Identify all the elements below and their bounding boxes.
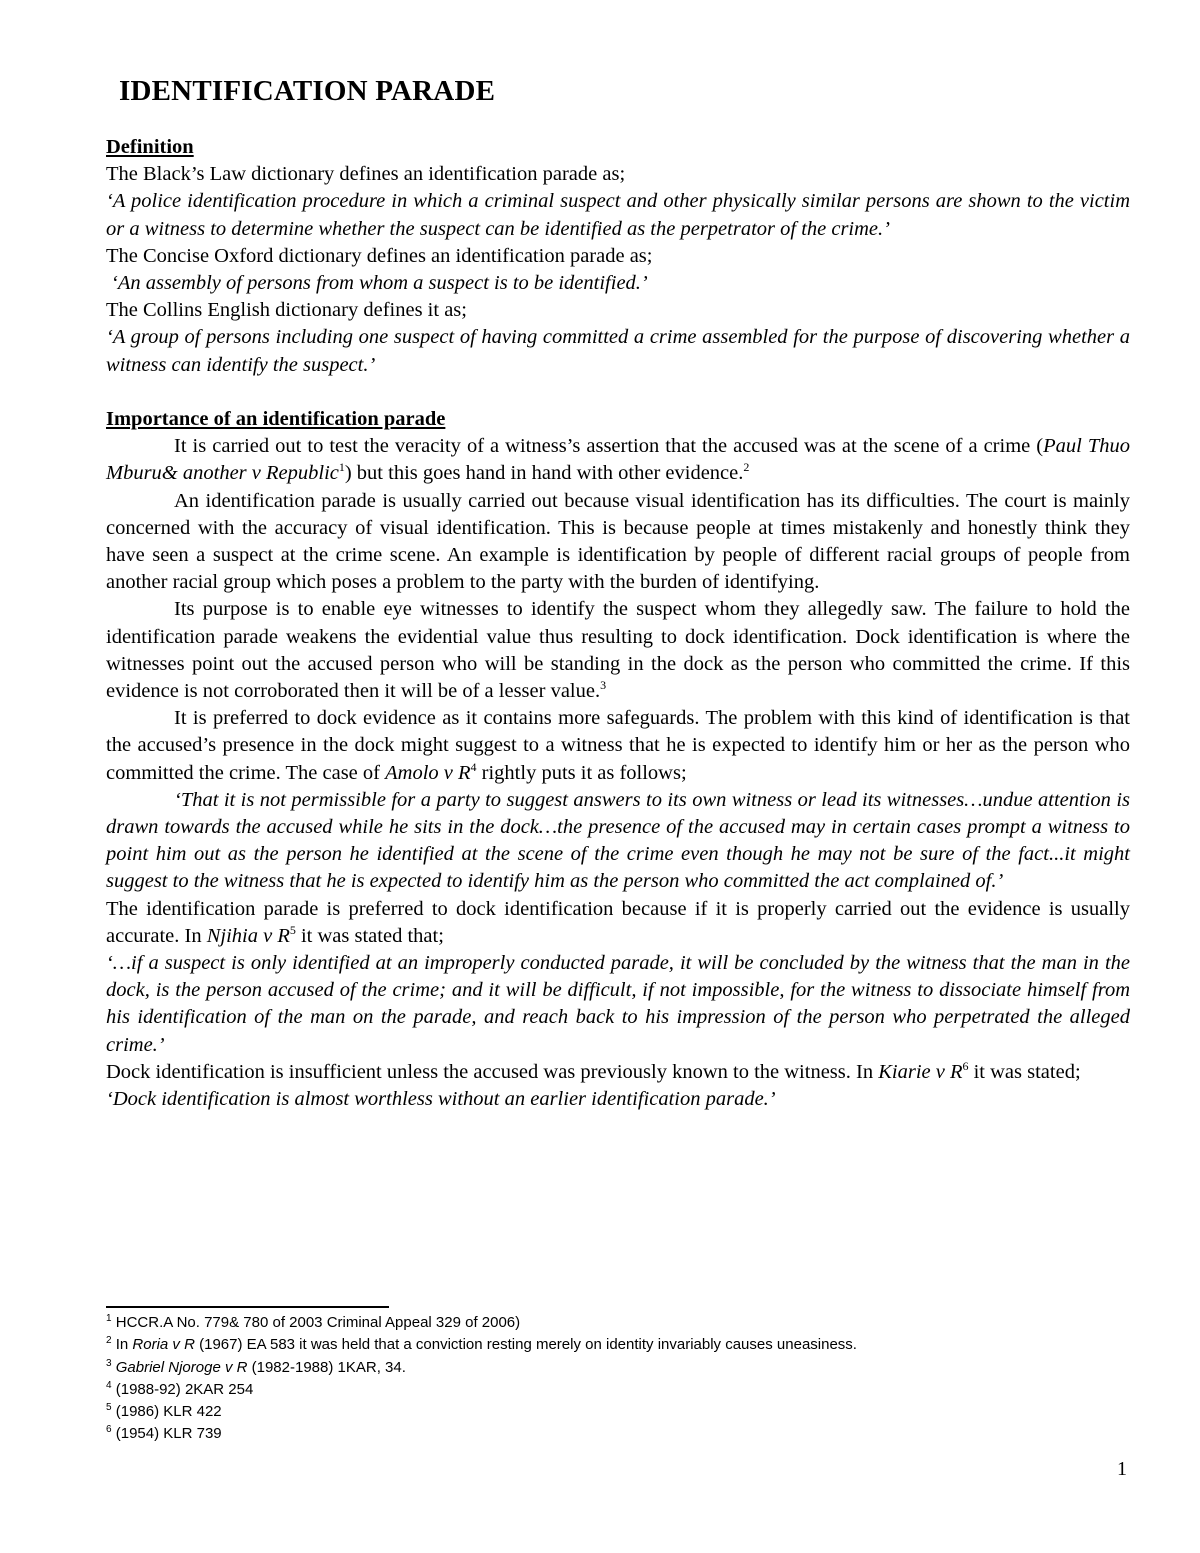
footnote-ref[interactable]: 6: [962, 1059, 969, 1074]
definition-heading: Definition: [106, 136, 194, 158]
kiarie-quote: ‘Dock identification is almost worthless without an earlier identification parade.’: [106, 1088, 776, 1111]
footnote-ref[interactable]: 5: [289, 923, 296, 938]
spacer: [106, 379, 1130, 406]
footnote-ref[interactable]: 3: [600, 678, 607, 693]
oxford-intro: The Concise Oxford dictionary defines an identification parade as;: [106, 244, 653, 267]
footnote-item: $^5$ (1986) KLR 422: [106, 1402, 222, 1421]
footnote-item: $^3$ Gabriel Njoroge v R (1982-1988) 1KAR, 34.: [106, 1357, 406, 1376]
collins-quote: ‘A group of persons including one suspect of having committed a crime assembled for the purpose of discovering whether a witness can identify the suspect.’: [106, 326, 1130, 376]
footnote-item: $^1$ HCCR.A No. 779& 780 of 2003 Criminal Appeal 329 of 2006): [106, 1313, 521, 1331]
case-citation: Njihia v R: [206, 924, 290, 947]
page-number: 1: [1117, 1458, 1127, 1480]
blacks-quote: ‘A police identification procedure in which a criminal suspect and other physically similar persons are shown to the victim or a witness to determine whether the suspect can be identified as the perpetrator of the crime.’: [106, 190, 1130, 240]
importance-paragraph-3: Its purpose is to enable eye witnesses to identify the suspect whom they allegedly saw. The failure to hold the identification parade weakens the evidential value thus resulting to dock identification. Dock identification is where the witnesses point out the accused person who will be standing in the dock as the person who committed the crime. If this evidence is not corroborated then it will be of a lesser value.$^3$: [106, 598, 1130, 703]
importance-paragraph-1: It is carried out to test the veracity of a witness’s assertion that the accused was at the scene of a crime (Paul Thuo Mburu& another v Republic$^1$) but this goes hand in hand with other evidence.$^2$: [106, 435, 1130, 485]
document-body: [106, 134, 1130, 1113]
importance-paragraph-2: An identification parade is usually carried out because visual identification has its difficulties. The court is mainly concerned with the accuracy of visual identification. This is because people at times mistakenly and honestly think they have seen a suspect at the crime scene. An example is identification by people of different racial groups of people from another racial group which poses a problem to the party with the burden of identifying.: [106, 489, 1130, 594]
footnote-item: $^4$ (1988-92) 2KAR 254: [106, 1379, 254, 1398]
case-citation: Paul Thuo Mburu& another v Republic: [106, 435, 1130, 485]
importance-heading: Importance of an identification parade: [106, 408, 446, 431]
footnotes: [106, 1312, 1106, 1446]
importance-paragraph-4: It is preferred to dock evidence as it contains more safeguards. The problem with this kind of identification is that the accused’s presence in the dock might suggest to a witness that he is expected to identify him or her as the person who committed the crime. The case of Amolo v $R^4$ rightly puts it as follows;: [106, 707, 1130, 784]
footnote-ref[interactable]: 2: [743, 460, 750, 475]
amolo-quote: ‘That it is not permissible for a party to suggest answers to its own witness or lead its witnesses…undue attention is drawn towards the accused while he sits in the dock…the presence of the accused may in certain cases prompt a witness to point him out as the person he identified at the scene of the crime even though he may not be sure of the fact...it might suggest to the witness that he is expected to identify him as the person who committed the act complained of.’: [106, 788, 1130, 893]
footnote-item: $^2$ In Roria v R (1967) EA 583 it was held that a conviction resting merely on identity invariably causes uneasiness.: [106, 1335, 857, 1354]
oxford-quote: ‘An assembly of persons from whom a suspect is to be identified.’: [111, 272, 648, 295]
footnote-item: $^6$ (1954) KLR 739: [106, 1424, 222, 1443]
footnote-ref[interactable]: 4: [470, 759, 477, 774]
case-citation: Kiarie v R: [878, 1060, 963, 1083]
collins-intro: The Collins English dictionary defines it as;: [106, 299, 467, 322]
footnote-separator: [106, 1306, 389, 1308]
footnote-ref[interactable]: 1: [338, 460, 345, 475]
importance-paragraph-5: The identification parade is preferred to dock identification because if it is properly carried out the evidence is usually accurate. In Njihia v $R^5$ it was stated that;: [106, 897, 1130, 947]
njihia-quote: ‘…if a suspect is only identified at an improperly conducted parade, it will be concluded by the witness that the man in the dock, is the person accused of the crime; and it will be difficult, if not impossible, for the witness to dissociate himself from his identification of the man on the parade, and reach back to his impression of the person who perpetrated the alleged crime.’: [106, 952, 1130, 1056]
case-citation: Amolo v R: [385, 761, 471, 784]
importance-paragraph-6: Dock identification is insufficient unless the accused was previously known to the witness. In Kiarie v $R^6$ it was stated;: [106, 1059, 1081, 1083]
blacks-intro: The Black’s Law dictionary defines an identification parade as;: [106, 163, 626, 186]
page-title: IDENTIFICATION PARADE: [119, 75, 496, 107]
